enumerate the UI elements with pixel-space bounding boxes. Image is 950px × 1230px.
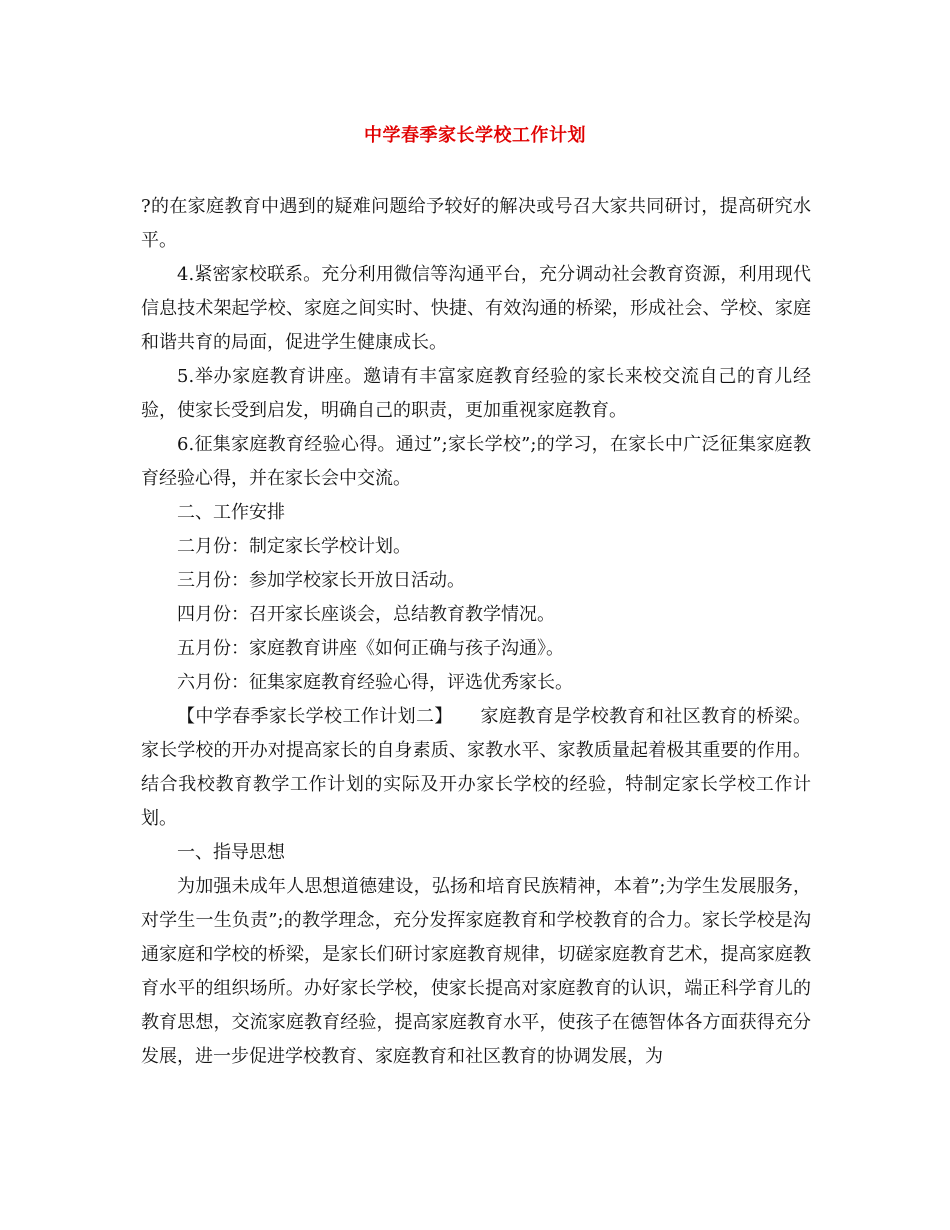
paragraph: ?的在家庭教育中遇到的疑难问题给予较好的解决或号召大家共同研讨，提高研究水平。 bbox=[141, 196, 811, 251]
paragraph: 一、指导思想 bbox=[177, 842, 285, 863]
paragraph: 6.征集家庭教育经验心得。通过”;家长学校”;的学习，在家长中广泛征集家庭教育经验心得，并在家长会中交流。 bbox=[141, 434, 811, 489]
paragraph: 二月份：制定家长学校计划。 bbox=[177, 536, 411, 557]
paragraph: 四月份：召开家长座谈会，总结教育教学情况。 bbox=[177, 604, 555, 625]
paragraph: 二、工作安排 bbox=[177, 502, 285, 523]
paragraph: 【中学春季家长学校工作计划二】 家庭教育是学校教育和社区教育的桥梁。家长学校的开办对提高家长的自身素质、家教水平、家教质量起着极其重要的作用。结合我校教育教学工作计划的实际及开办家长学校的经验，特制定家长学校工作计划。 bbox=[141, 706, 811, 829]
paragraph: 六月份：征集家庭教育经验心得，评选优秀家长。 bbox=[177, 672, 573, 693]
paragraph: 5.举办家庭教育讲座。邀请有丰富家庭教育经验的家长来校交流自己的育儿经验，使家长受到启发，明确自己的职责，更加重视家庭教育。 bbox=[141, 366, 811, 421]
document-title: 中学春季家长学校工作计划 bbox=[364, 125, 586, 146]
paragraph: 为加强未成年人思想道德建设，弘扬和培育民族精神，本着”;为学生发展服务，对学生一生负责”;的教学理念，充分发挥家庭教育和学校教育的合力。家长学校是沟通家庭和学校的桥梁，是家长们研讨家庭教育规律，切磋家庭教育艺术，提高家庭教育水平的组织场所。办好家长学校，使家长提高对家庭教育的认识，端正科学育儿的教育思想，交流家庭教育经验，提高家庭教育水平，使孩子在德智体各方面获得充分发展，进一步促进学校教育、家庭教育和社区教育的协调发展，为 bbox=[141, 876, 811, 1067]
document-body bbox=[141, 190, 811, 1074]
paragraph: 五月份：家庭教育讲座《如何正确与孩子沟通》。 bbox=[177, 638, 564, 659]
paragraph: 三月份：参加学校家长开放日活动。 bbox=[177, 570, 465, 591]
paragraph: 4.紧密家校联系。充分利用微信等沟通平台，充分调动社会教育资源，利用现代信息技术架起学校、家庭之间实时、快捷、有效沟通的桥梁，形成社会、学校、家庭和谐共育的局面，促进学生健康成长。 bbox=[141, 264, 811, 353]
